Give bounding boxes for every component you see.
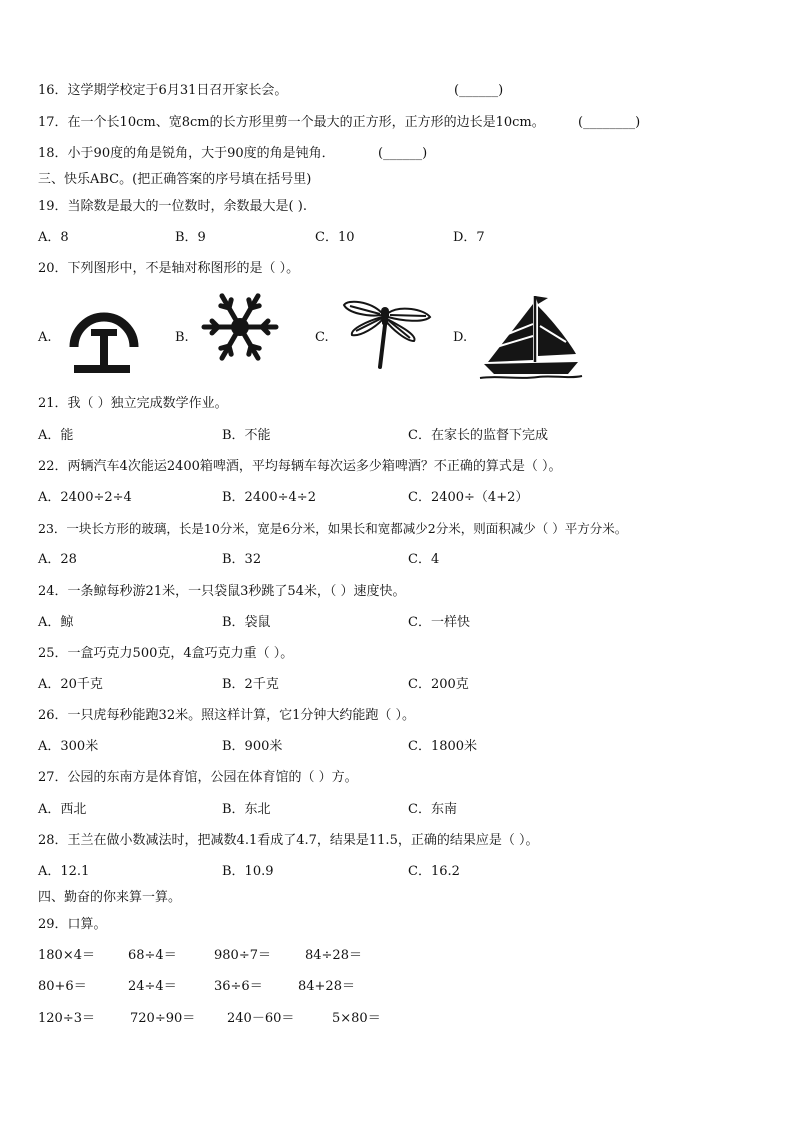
oral-calc-item: 720÷90＝	[130, 1011, 196, 1026]
question-25: 25．一盒巧克力500克，4盒巧克力重（ ）。	[38, 646, 294, 661]
oral-calc-item: 120÷3＝	[38, 1011, 95, 1026]
oral-calc-item: 180×4＝	[38, 948, 95, 963]
question-23: 23．一块长方形的玻璃，长是10分米，宽是6分米，如果长和宽都减少2分米，则面积减少（ ）平方分米。	[38, 521, 628, 536]
q24-option-c[interactable]: C．一样快	[408, 615, 470, 630]
question-29: 29．口算。	[38, 917, 107, 932]
oral-calc-item: 980÷7＝	[214, 948, 271, 963]
q24-option-b[interactable]: B．袋鼠	[222, 615, 271, 630]
q27-option-b[interactable]: B．东北	[222, 802, 271, 817]
dragonfly-icon	[340, 295, 435, 375]
question-16: 16．这学期学校定于6月31日召开家长会。	[38, 83, 288, 98]
answer-blank-18[interactable]: (______)	[378, 146, 428, 161]
q22-option-c[interactable]: C．2400÷（4+2）	[408, 490, 529, 505]
railway-logo-icon	[64, 295, 144, 379]
question-20: 20．下列图形中，不是轴对称图形的是（ ）。	[38, 261, 300, 276]
q22-option-a[interactable]: A．2400÷2÷4	[38, 490, 132, 505]
q25-option-b[interactable]: B．2千克	[222, 677, 279, 692]
oral-calc-item: 84÷28＝	[305, 948, 362, 963]
snowflake-icon	[200, 293, 280, 361]
section-heading-4: 四、勤奋的你来算一算。	[38, 890, 182, 905]
q27-option-a[interactable]: A．西北	[38, 802, 87, 817]
q20-label-b[interactable]: B.	[175, 330, 189, 345]
q19-option-c[interactable]: C．10	[315, 230, 355, 245]
q28-option-b[interactable]: B．10.9	[222, 864, 274, 879]
q21-option-a[interactable]: A．能	[38, 428, 74, 443]
question-27: 27．公园的东南方是体育馆，公园在体育馆的（ ）方。	[38, 770, 358, 785]
q28-option-a[interactable]: A．12.1	[38, 864, 90, 879]
q23-option-b[interactable]: B．32	[222, 552, 262, 567]
q21-option-b[interactable]: B．不能	[222, 428, 271, 443]
q19-option-b[interactable]: B．9	[175, 230, 206, 245]
question-21: 21．我（ ）独立完成数学作业。	[38, 396, 228, 411]
oral-calc-item: 5×80＝	[332, 1011, 381, 1026]
q24-option-a[interactable]: A．鲸	[38, 615, 74, 630]
question-17: 17．在一个长10cm、宽8cm的长方形里剪一个最大的正方形，正方形的边长是10cm。	[38, 115, 545, 130]
question-22: 22．两辆汽车4次能运2400箱啤酒，平均每辆车每次运多少箱啤酒？不正确的算式是（ ）。	[38, 459, 562, 474]
answer-blank-16[interactable]: (______)	[454, 83, 504, 98]
q27-option-c[interactable]: C．东南	[408, 802, 457, 817]
question-18: 18．小于90度的角是锐角，大于90度的角是钝角．	[38, 146, 335, 161]
q25-option-a[interactable]: A．20千克	[38, 677, 103, 692]
q23-option-c[interactable]: C．4	[408, 552, 440, 567]
q25-option-c[interactable]: C．200克	[408, 677, 469, 692]
sailboat-icon	[478, 290, 583, 382]
q20-label-c[interactable]: C.	[315, 330, 329, 345]
q23-option-a[interactable]: A．28	[38, 552, 77, 567]
question-26: 26．一只虎每秒能跑32米。照这样计算，它1分钟大约能跑（ ）。	[38, 708, 415, 723]
question-24: 24．一条鲸每秒游21米，一只袋鼠3秒跳了54米，（ ）速度快。	[38, 584, 406, 599]
section-heading-3: 三、快乐ABC。(把正确答案的序号填在括号里)	[38, 172, 312, 187]
q26-option-a[interactable]: A．300米	[38, 739, 99, 754]
q20-label-d[interactable]: D.	[453, 330, 468, 345]
q21-option-c[interactable]: C．在家长的监督下完成	[408, 428, 548, 443]
q19-option-d[interactable]: D．7	[453, 230, 485, 245]
question-28: 28．王兰在做小数减法时，把减数4.1看成了4.7，结果是11.5，正确的结果应是（ ）。	[38, 833, 539, 848]
oral-calc-item: 84+28＝	[298, 979, 355, 994]
q28-option-c[interactable]: C．16.2	[408, 864, 460, 879]
answer-blank-17[interactable]: (________)	[578, 115, 641, 130]
q26-option-c[interactable]: C．1800米	[408, 739, 478, 754]
q20-label-a[interactable]: A.	[38, 330, 52, 345]
q19-option-a[interactable]: A．8	[38, 230, 69, 245]
oral-calc-item: 240－60＝	[227, 1011, 295, 1026]
q22-option-b[interactable]: B．2400÷4÷2	[222, 490, 316, 505]
q26-option-b[interactable]: B．900米	[222, 739, 283, 754]
question-19: 19．当除数是最大的一位数时，余数最大是( ).	[38, 199, 307, 214]
oral-calc-item: 36÷6＝	[214, 979, 263, 994]
oral-calc-item: 68÷4＝	[128, 948, 177, 963]
oral-calc-item: 24÷4＝	[128, 979, 177, 994]
oral-calc-item: 80+6＝	[38, 979, 87, 994]
